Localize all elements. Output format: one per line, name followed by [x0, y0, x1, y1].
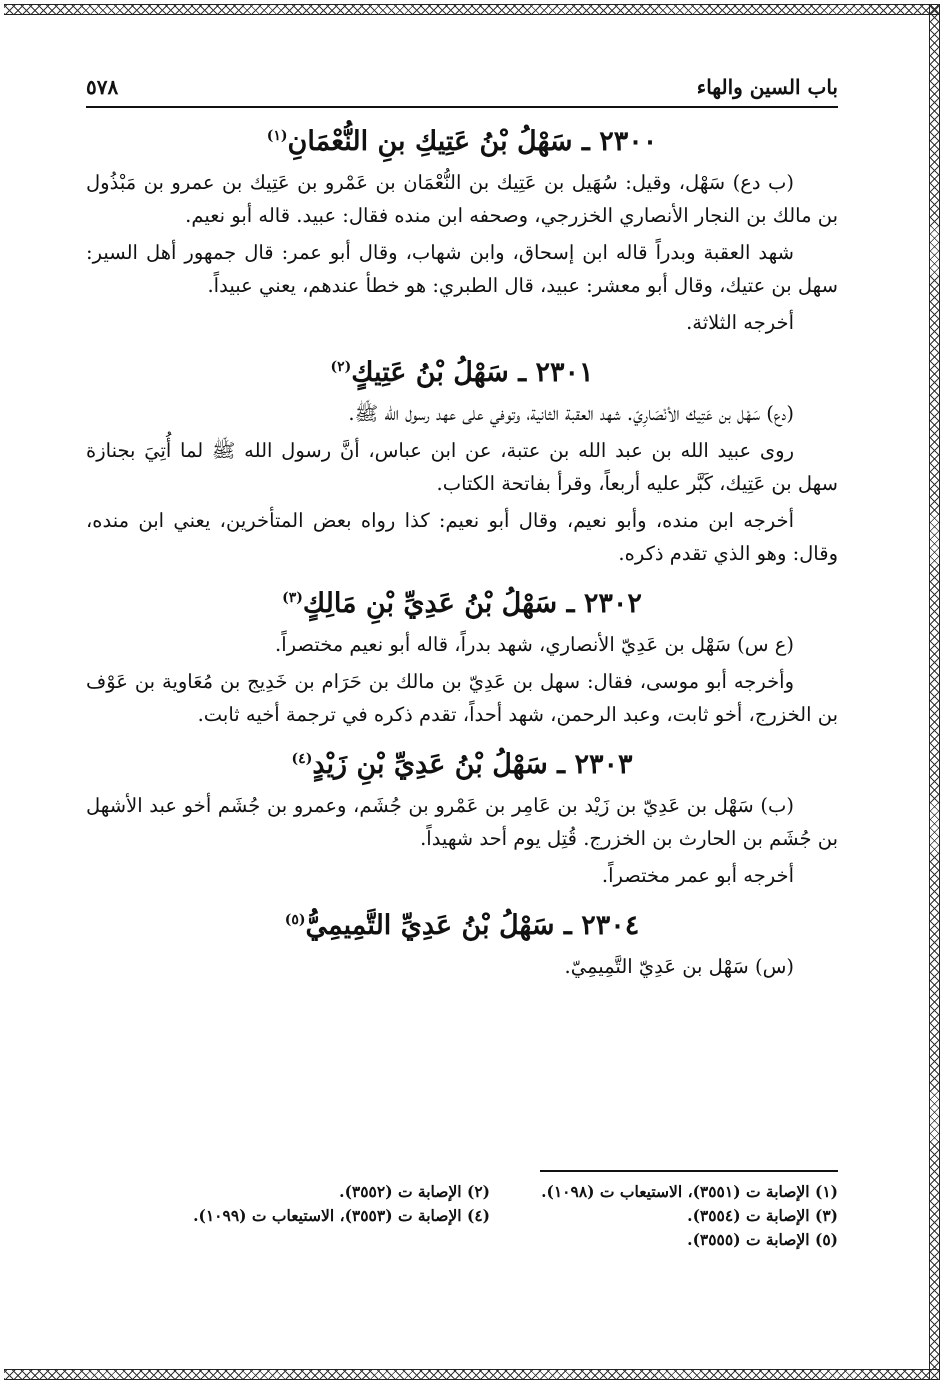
- border-top-ornament: [4, 4, 940, 15]
- footnote-row: [86, 1180, 838, 1204]
- entry-paragraph: أخرجه الثلاثة.: [686, 311, 794, 334]
- entry-paragraph: (ع س) سَهْل بن عَدِيّ الأنصاري، شهد بدراً، قاله أبو نعيم مختصراً.: [275, 633, 794, 656]
- entry-paragraph: (س) سَهْل بن عَدِيّ التَّمِيمِيّ.: [564, 955, 794, 978]
- footnote-ref: (٢): [330, 359, 352, 375]
- footnote: (١) الإصابة ت (٣٥٥١)، الاستيعاب ت (١٠٩٨).: [541, 1182, 838, 1201]
- entry-paragraph: وأخرجه أبو موسى، فقال: سهل بن عَدِيّ بن مالك بن حَرَام بن خَدِيج بن مُعَاوية بن عَوْف بن الخزرج، أخو ثابت، وعبد الرحمن، شهد أحداً، تقدم ذكره في ترجمة أخيه ثابت.: [86, 670, 838, 726]
- entry-title: ٢٣٠٣ ـ سَهْلُ بْنُ عَدِيِّ بْنِ زَيْدٍ$^{(٤)}$: [291, 749, 633, 780]
- footnote: (٢) الإصابة ت (٣٥٥٢).: [339, 1182, 490, 1201]
- entry-paragraph: (ب) سَهْل بن عَدِيّ بن زَيْد بن عَامِر بن عَمْرو بن جُشَم، وعمرو بن جُشَم أخو عبد الأشهل بن جُشَم بن الحارث بن الخزرج. قُتِل يوم أحد شهيداً.: [86, 794, 838, 850]
- entry-title: ٢٣٠٢ ـ سَهْلُ بْنُ عَدِيِّ بْنِ مَالِكٍ$^{(٣)}$: [282, 588, 642, 619]
- footnote-ref: (١): [266, 128, 288, 144]
- page-body: [86, 72, 838, 987]
- footnote-ref: (٤): [291, 751, 313, 767]
- footnote: (٤) الإصابة ت (٣٥٥٣)، الاستيعاب ت (١٠٩٩).: [193, 1206, 490, 1225]
- entry-paragraph: أخرجه أبو عمر مختصراً.: [601, 864, 794, 887]
- footnote-row: [86, 1228, 838, 1252]
- footnote: (٣) الإصابة ت (٣٥٥٤).: [687, 1206, 838, 1225]
- chapter-title: باب السين والهاء: [696, 75, 838, 99]
- entry-paragraph: شهد العقبة وبدراً قاله ابن إسحاق، وابن شهاب، وقال أبو عمر: قال جمهور أهل السير: سهل بن عتيك، وقال أبو معشر: عبيد، قال الطبري: هو خطأ عندهم، يعني عبيداً.: [86, 241, 838, 297]
- footnote: (٥) الإصابة ت (٣٥٥٥).: [687, 1230, 838, 1249]
- entry-title: ٢٣٠٤ ـ سَهْلُ بْنُ عَدِيِّ التَّمِيمِيُّ$^{(٥)}$: [284, 910, 640, 941]
- footnote-row: [86, 1204, 838, 1228]
- footnote-ref: (٣): [282, 590, 303, 606]
- running-head: [86, 72, 838, 108]
- entry-paragraph: أخرجه ابن منده، وأبو نعيم، وقال أبو نعيم: كذا رواه بعض المتأخرين، يعني ابن منده، وقال: وهو الذي تقدم ذكره.: [86, 509, 838, 565]
- border-right-ornament: [929, 4, 940, 1380]
- entry-paragraph: (ب دع) سَهْل، وقيل: سُهَيل بن عَتِيك بن النُّعْمَان بن عَمْرو بن عَتِيك بن عمرو بن مَبْذُول بن مالك بن النجار الأنصاري الخزرجي، وصحفه ابن منده فقال: عبيد. قاله أبو نعيم.: [86, 171, 838, 227]
- entry-title: ٢٣٠١ ـ سَهْلُ بْنُ عَتِيكٍ$^{(٢)}$: [330, 357, 594, 388]
- border-bottom-ornament: [4, 1369, 940, 1380]
- entry-paragraph: روى عبيد الله بن عبد الله بن عتبة، عن ابن عباس، أنَّ رسول الله ﷺ لما أُتِيَ بجنازة سهل بن عَتِيك، كَبَّر عليه أربعاً، وقرأ بفاتحة الكتاب.: [86, 439, 838, 495]
- page-number: ٥٧٨: [86, 75, 119, 99]
- entry-paragraph: (دع) سَهْل بن عَتِيك الأنْصَارِيّ. شهد العقبة الثانية، وتوفي على عهد رسول الله ﷺ.: [348, 402, 794, 425]
- footnote-ref: (٥): [284, 912, 306, 928]
- entry-title: ٢٣٠٠ ـ سَهْلُ بْنُ عَتِيكِ بنِ النُّعْمَانِ$^{(١)}$: [266, 126, 658, 157]
- footnotes: [86, 1170, 838, 1252]
- footnote-rule: [540, 1170, 838, 1172]
